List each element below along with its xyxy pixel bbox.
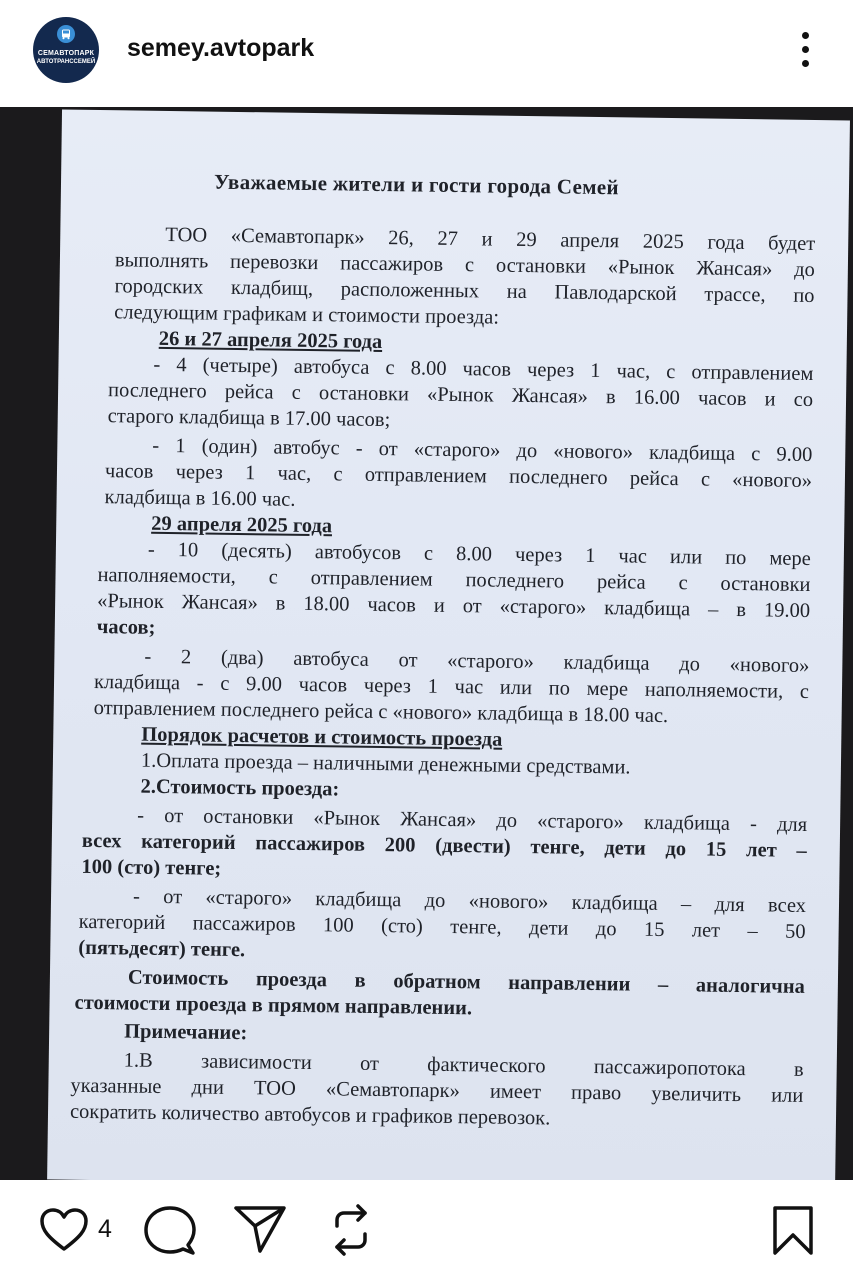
notice-line: выполнять перевозки пассажиров с остановки «Рынок Жансая» до [114, 249, 816, 282]
post-actions-bar [0, 1180, 853, 1280]
notice-line: Стоимость проезда в обратном направлении – аналогична [127, 966, 806, 998]
notice-line: часов через 1 час, с отправлением последнего рейса с «нового» [104, 460, 813, 493]
notice-line: отправлением последнего рейса с «нового» кладбища в 18.00 час. [93, 697, 669, 728]
avatar-sub-text: АВТОТРАНССЕМЕЙ [36, 59, 96, 65]
notice-line: 100 (сто) тенге; [81, 855, 222, 880]
like-count[interactable]: 4 [98, 1215, 112, 1243]
notice-line: сократить количество автобусов и графиков перевозок. [69, 1100, 551, 1130]
notice-line: категорий пассажиров 100 (сто) тенге, дети до 15 лет – 50 [78, 910, 806, 943]
section-heading: 26 и 27 апреля 2025 года [158, 327, 383, 353]
notice-line: всех категорий пассажиров 200 (двести) тенге, дети до 15 лет – [81, 829, 807, 862]
notice-line: 1.В зависимости от фактического пассажиропотока в [123, 1049, 804, 1081]
section-heading: 29 апреля 2025 года [151, 512, 333, 538]
notice-line: городских кладбищ, расположенных на Павлодарской трассе, по [114, 275, 815, 308]
notice-line: следующим графикам и стоимости проезда: [114, 301, 500, 329]
section-heading: Порядок расчетов и стоимость проезда [141, 723, 503, 751]
notice-line: последнего рейса с остановки «Рынок Жансая» в 16.00 часов и со [107, 379, 814, 412]
notice-line: кладбища в 16.00 час. [104, 486, 296, 511]
more-vertical-icon[interactable] [793, 30, 819, 70]
notice-line: ТОО «Семавтопарк» 26, 27 и 29 апреля 2025 года будет [165, 223, 816, 256]
notice-line: кладбища - с 9.00 часов через 1 час или по мере наполняемости, с [93, 671, 810, 703]
notice-line: стоимости проезда в прямом направлении. [74, 991, 473, 1020]
notice-line: старого кладбища в 17.00 часов; [107, 405, 391, 432]
send-icon[interactable] [233, 1204, 287, 1254]
notice-line: Примечание: [124, 1020, 248, 1045]
notice-line: - от остановки «Рынок Жансая» до «старого» кладбища - для [137, 804, 808, 836]
username[interactable]: semey.avtopark [127, 34, 315, 62]
notice-line: - от «старого» кладбища до «нового» кладбища – для всех [132, 885, 807, 917]
notice-title: Уважаемые жители и гости города Семей [213, 169, 620, 200]
notice-line: - 2 (два) автобуса от «старого» кладбища до «нового» [144, 645, 810, 677]
comment-icon[interactable] [143, 1205, 197, 1257]
avatar[interactable] [33, 17, 99, 83]
notice-line: 2.Стоимость проезда: [140, 775, 340, 801]
bookmark-icon[interactable] [770, 1205, 816, 1257]
bus-icon [57, 25, 75, 43]
notice-line: 1.Оплата проезда – наличными денежными средствами. [140, 749, 631, 779]
notice-line: часов; [96, 616, 156, 639]
repost-icon[interactable] [327, 1204, 375, 1256]
avatar-brand-text: СЕМАВТОПАРК [37, 50, 95, 57]
notice-line: (пятьдесят) тенге. [78, 936, 246, 962]
notice-document [47, 109, 850, 1180]
notice-line: - 1 (один) автобус - от «старого» до «нового» кладбища с 9.00 [152, 434, 813, 467]
post-image [0, 107, 853, 1180]
notice-line: указанные дни ТОО «Семавтопарк» имеет право увеличить или [70, 1074, 804, 1107]
notice-line: - 4 (четыре) автобуса с 8.00 часов через 1 час, с отправлением [153, 353, 814, 386]
notice-line: - 10 (десять) автобусов с 8.00 через 1 час или по мере [147, 538, 811, 570]
notice-line: «Рынок Жансая» в 18.00 часов и от «старого» кладбища – в 19.00 [97, 590, 811, 622]
notice-line: наполняемости, с отправлением последнего рейса с остановки [97, 564, 811, 596]
post-header [0, 0, 853, 100]
heart-icon[interactable] [38, 1206, 90, 1254]
